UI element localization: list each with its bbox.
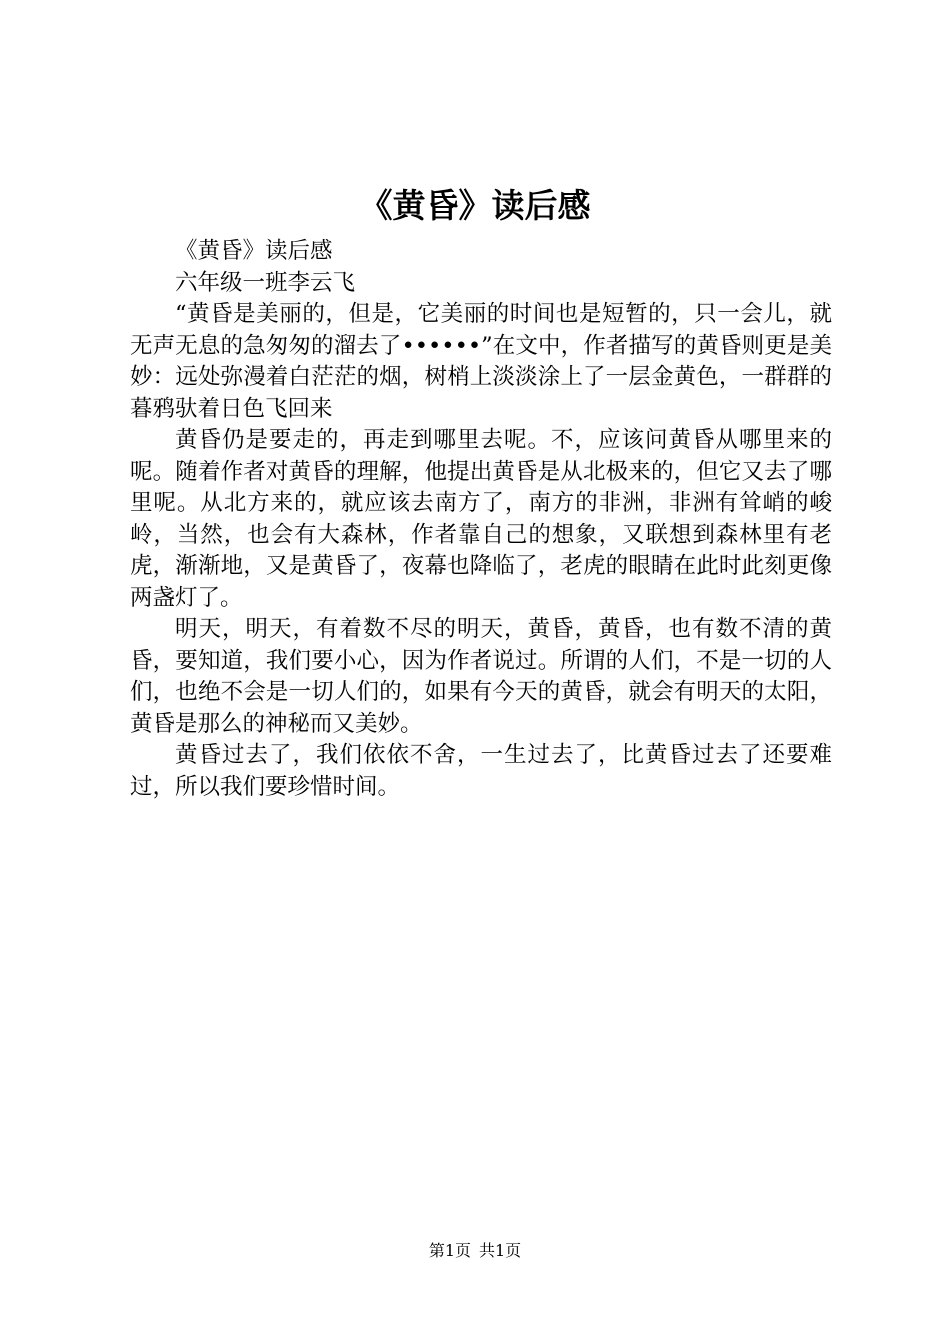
page-number: 第1页 [428, 1241, 471, 1260]
paragraph-2: 黄昏仍是要走的，再走到哪里去呢。不，应该问黄昏从哪里来的呢。随着作者对黄昏的理解，他提出黄昏是从北极来的，但它又去了哪里呢。从北方来的，就应该去南方了，南方的非洲，非洲有耸峭的峻岭，当然，也会有大森林，作者靠自己的想象，又联想到森林里有老虎，渐渐地，又是黄昏了，夜幕也降临了，老虎的眼睛在此时此刻更像两盏灯了。 [130, 427, 832, 611]
paragraph-4: 黄昏过去了，我们依依不舍，一生过去了，比黄昏过去了还要难过，所以我们要珍惜时间。 [130, 742, 832, 800]
document-body [130, 236, 832, 803]
paragraph-3: 明天，明天，有着数不尽的明天，黄昏，黄昏，也有数不清的黄昏，要知道，我们要小心，因为作者说过。所谓的人们，不是一切的人们，也绝不会是一切人们的，如果有今天的黄昏，就会有明天的太阳，黄昏是那么的神秘而又美妙。 [130, 616, 832, 737]
paragraph-subtitle: 《黄昏》读后感 [175, 238, 333, 264]
page-footer [0, 1240, 950, 1262]
paragraph-author: 六年级一班李云飞 [175, 269, 356, 296]
page-total: 共1页 [479, 1241, 522, 1260]
paragraph-1: “黄昏是美丽的，但是，它美丽的时间也是短暂的，只一会儿，就无声无息的急匆匆的溜去了••••••”在文中，作者描写的黄昏则更是美妙：远处弥漫着白茫茫的烟，树梢上淡淡涂上了一层金黄色，一群群的暮鸦驮着日色飞回来 [130, 301, 832, 422]
document-title: 《黄昏》读后感 [359, 186, 591, 225]
